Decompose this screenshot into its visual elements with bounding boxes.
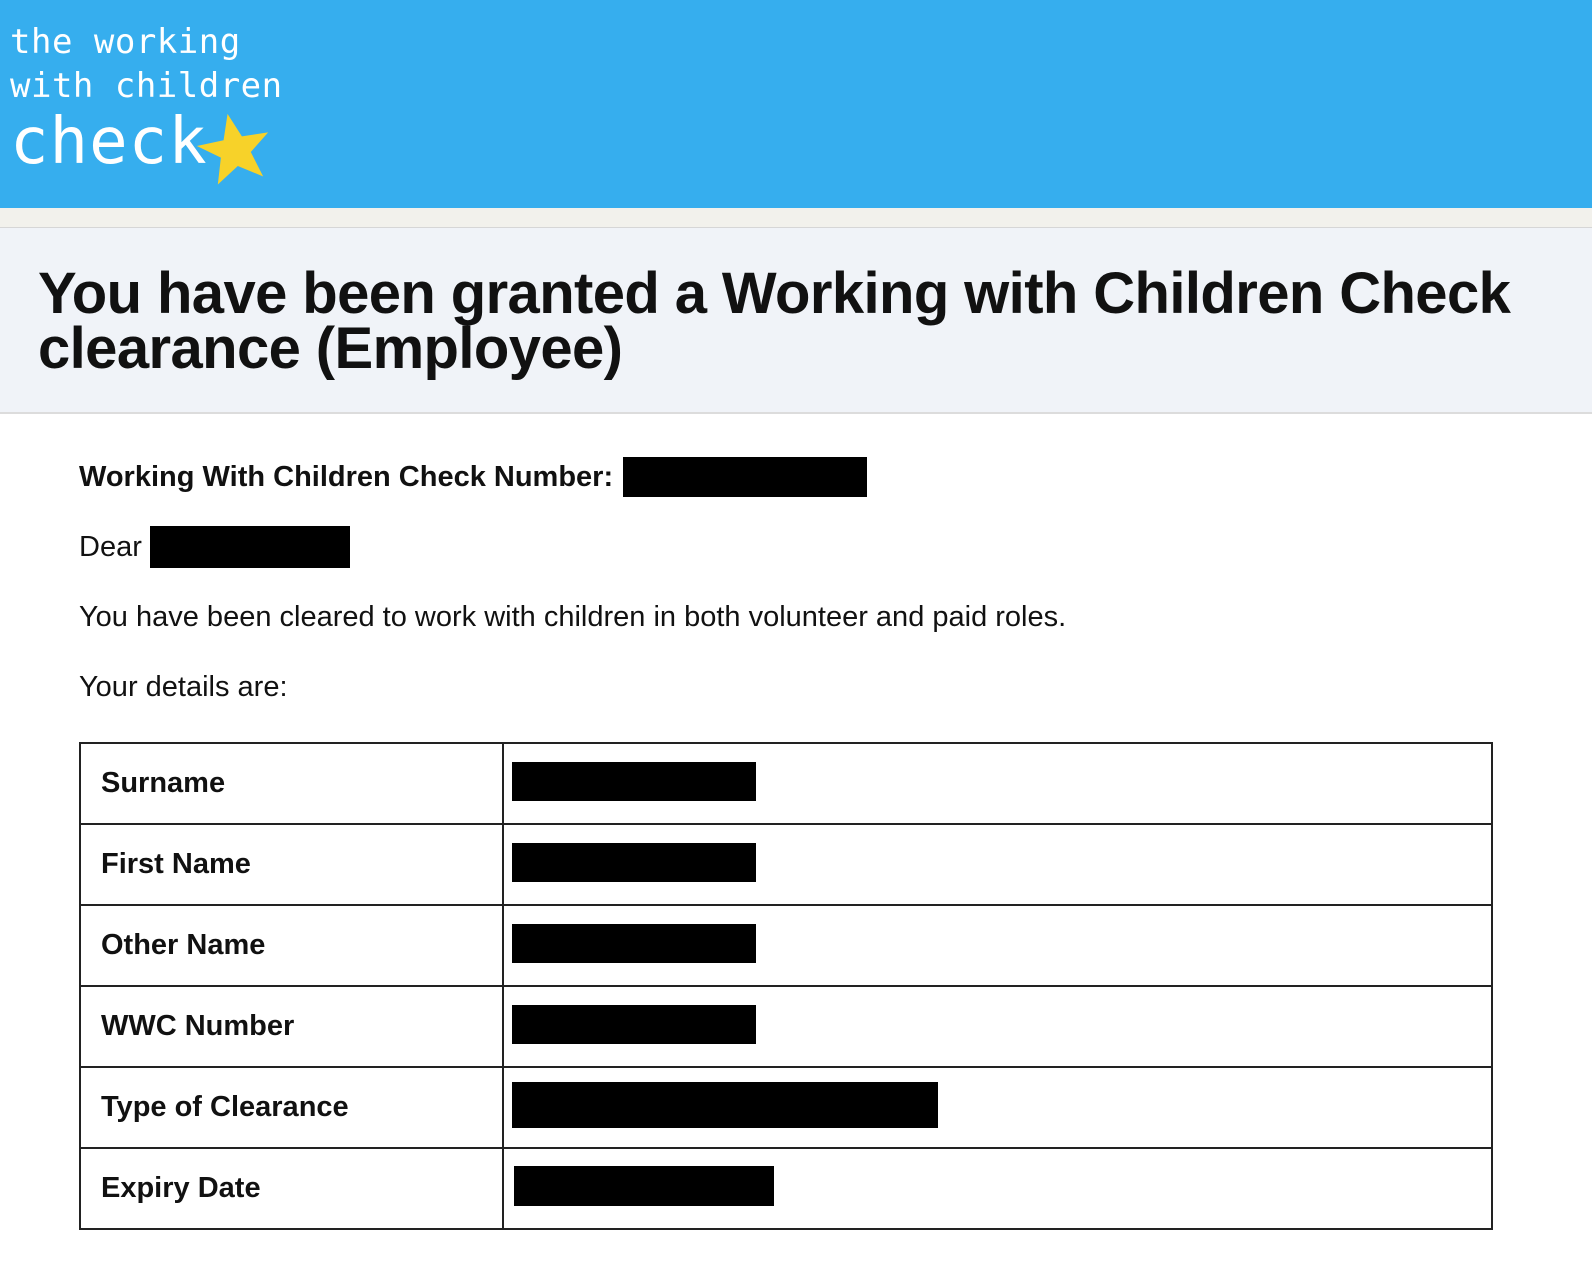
table-row [80, 1067, 1492, 1148]
redacted-value [512, 762, 756, 801]
field-value-wwc-number [503, 986, 1492, 1067]
cleared-statement: You have been cleared to work with children in both volunteer and paid roles. [79, 600, 1067, 633]
field-value-other-name [503, 905, 1492, 986]
star-icon [196, 110, 274, 188]
field-value-expiry-date [503, 1148, 1492, 1229]
field-label-other-name: Other Name [80, 905, 503, 986]
redacted-value [512, 843, 756, 882]
field-label-first-name: First Name [80, 824, 503, 905]
logo-text-line-2: with children [10, 66, 283, 106]
logo-text-line-3: check [10, 105, 208, 179]
greeting-label: Dear [79, 530, 142, 563]
redacted-value [512, 1005, 756, 1044]
details-intro: Your details are: [79, 670, 288, 703]
field-label-type-of-clearance: Type of Clearance [80, 1067, 503, 1148]
site-header [0, 0, 1592, 208]
field-label-surname: Surname [80, 743, 503, 824]
table-row [80, 1148, 1492, 1229]
wwc-logo[interactable] [10, 20, 290, 195]
check-number-label: Working With Children Check Number: [79, 460, 614, 493]
table-row [80, 743, 1492, 824]
table-row [80, 905, 1492, 986]
page-title: You have been granted a Working with Children Check clearance (Employee) [38, 261, 1511, 381]
redacted-value [514, 1166, 774, 1206]
logo-text-line-1: the working [10, 22, 241, 62]
field-value-type-of-clearance [503, 1067, 1492, 1148]
redacted-check-number [623, 457, 867, 497]
redacted-value [512, 1082, 938, 1128]
table-row [80, 986, 1492, 1067]
field-value-first-name [503, 824, 1492, 905]
check-number-line [79, 456, 1592, 498]
field-label-expiry-date: Expiry Date [80, 1148, 503, 1229]
title-band [0, 228, 1592, 414]
redacted-recipient-name [150, 526, 350, 568]
details-table [79, 742, 1493, 1230]
field-value-surname [503, 743, 1492, 824]
letter-content [0, 414, 1592, 1230]
redacted-value [512, 924, 756, 963]
field-label-wwc-number: WWC Number [80, 986, 503, 1067]
header-divider [0, 208, 1592, 228]
table-row [80, 824, 1492, 905]
greeting-line [79, 526, 1592, 568]
